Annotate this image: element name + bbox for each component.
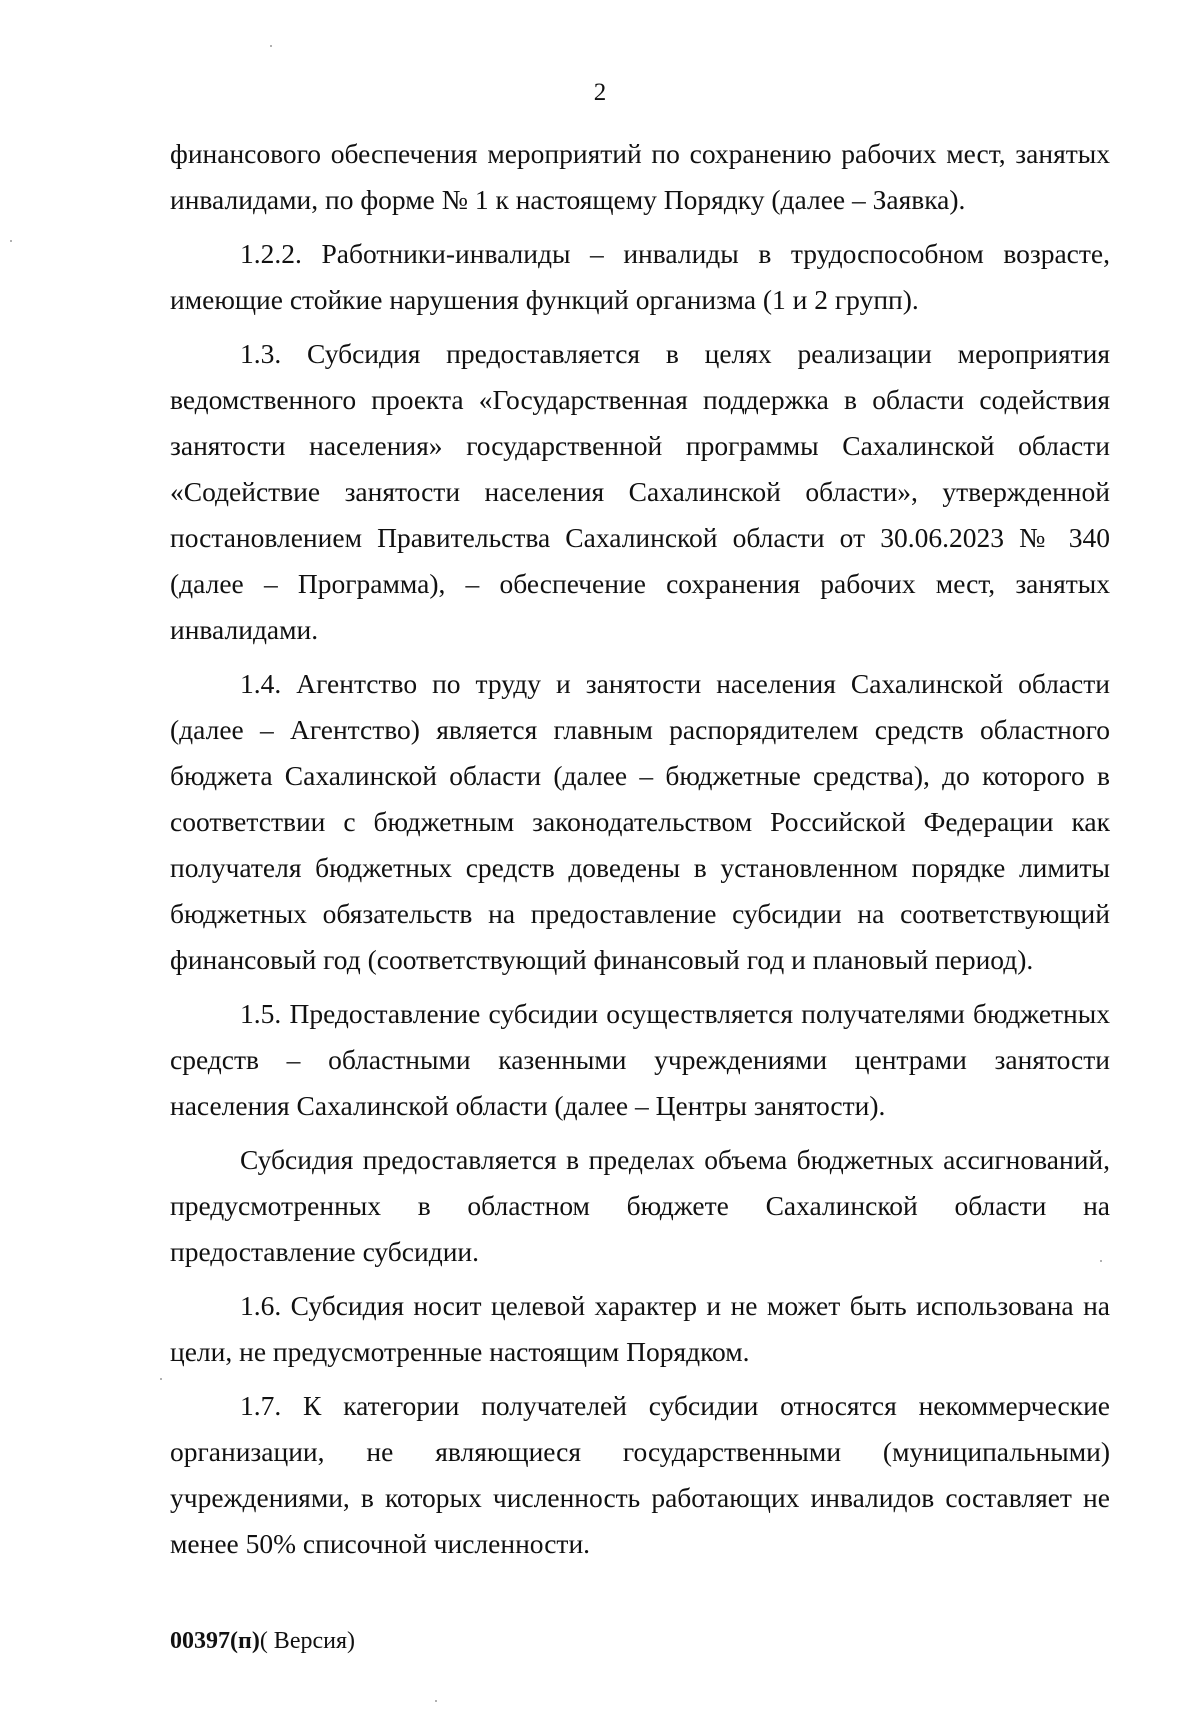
document-body: [170, 131, 1110, 1575]
scan-speck: [10, 240, 12, 242]
paragraph-1-2-2: 1.2.2. Работники-инвалиды – инвалиды в трудоспособном возрасте, имеющие стойкие нарушения функций организма (1 и 2 групп).: [170, 238, 1110, 315]
document-version: ( Версия): [259, 1628, 355, 1654]
scan-speck: [1100, 1260, 1102, 1262]
page-number: 2: [593, 79, 607, 106]
paragraph-1-5: 1.5. Предоставление субсидии осуществляется получателями бюджетных средств – областными казенными учреждениями центрами занятости населения Сахалинской области (далее – Центры занятости).: [170, 998, 1110, 1121]
scan-speck: [160, 1378, 162, 1380]
scan-speck: [270, 45, 272, 47]
paragraph-1-7: 1.7. К категории получателей субсидии относятся некоммерческие организации, не являющиеся государственными (муниципальными) учреждениями, в которых численность работающих инвалидов составляет не менее 50% списочной численности.: [170, 1390, 1110, 1559]
paragraph-1-5-subsidy-limits: Субсидия предоставляется в пределах объема бюджетных ассигнований, предусмотренных в областном бюджете Сахалинской области на предоставление субсидии.: [170, 1144, 1110, 1267]
document-footer: [170, 1626, 355, 1656]
paragraph-1-6: 1.6. Субсидия носит целевой характер и не может быть использована на цели, не предусмотренные настоящим Порядком.: [170, 1290, 1110, 1367]
paragraph-1-2-1-continuation: финансового обеспечения мероприятий по сохранению рабочих мест, занятых инвалидами, по форме № 1 к настоящему Порядку (далее – Заявка).: [170, 138, 1110, 215]
document-code: 00397(п): [170, 1628, 260, 1654]
paragraph-1-3: 1.3. Субсидия предоставляется в целях реализации мероприятия ведомственного проекта «Государственная поддержка в области содействия занятости населения» государственной программы Сахалинской области «Содействие занятости населения Сахалинской области», утвержденной постановлением Правительства Сахалинской области от 30.06.2023 № 340 (далее – Программа), – обеспечение сохранения рабочих мест, занятых инвалидами.: [170, 338, 1110, 645]
paragraph-1-4: 1.4. Агентство по труду и занятости населения Сахалинской области (далее – Агентство) является главным распорядителем средств областного бюджета Сахалинской области (далее – бюджетные средства), до которого в соответствии с бюджетным законодательством Российской Федерации как получателя бюджетных средств доведены в установленном порядке лимиты бюджетных обязательств на предоставление субсидии на соответствующий финансовый год (соответствующий финансовый год и плановый период).: [170, 668, 1110, 975]
scan-speck: [435, 1700, 437, 1702]
